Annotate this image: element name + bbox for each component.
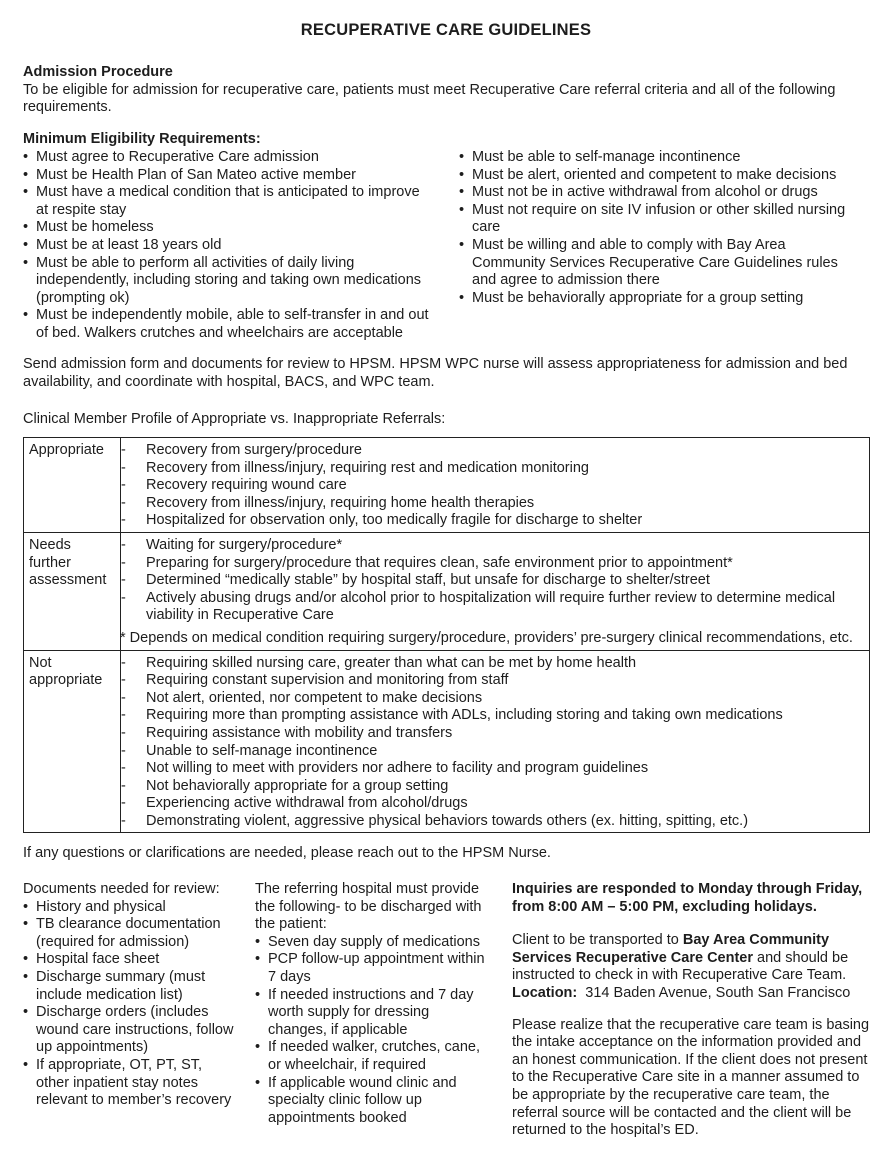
category-cell: Not appropriate — [24, 650, 121, 833]
location-value: 314 Baden Avenue, South San Francisco — [577, 984, 851, 1001]
criteria-list — [121, 655, 864, 831]
list-item: • If needed walker, crutches, cane, or wheelchair, if required — [255, 1039, 487, 1074]
table-row — [24, 650, 870, 833]
page-title: RECUPERATIVE CARE GUIDELINES — [300, 21, 592, 39]
list-item: - Requiring skilled nursing care, greater than what can be met by home health — [121, 655, 864, 673]
category-cell: Appropriate — [24, 438, 121, 533]
list-item: - Not alert, oriented, nor competent to make decisions — [121, 690, 864, 708]
list-item: • Discharge summary (must include medication list) — [23, 969, 235, 1004]
list-item: • If appropriate, OT, PT, ST, other inpatient stay notes relevant to member’s recovery — [23, 1057, 235, 1110]
list-item: • History and physical — [23, 899, 235, 917]
footnote: * Depends on medical condition requiring surgery/procedure, providers’ pre-surgery clinical recommendations, etc. — [120, 629, 853, 646]
eligibility-list-right — [459, 149, 859, 307]
list-item: - Recovery from illness/injury, requiring home health therapies — [121, 495, 864, 513]
list-item: • Must be homeless — [23, 219, 433, 237]
eligibility-list-left — [23, 149, 433, 343]
facility-name: Bay Area Community Services Recuperative Care Center — [512, 932, 830, 966]
inquiries-heading: Inquiries are responded to Monday through Friday, from 8:00 AM – 5:00 PM, excluding holidays. — [512, 881, 863, 915]
list-item: • If applicable wound clinic and specialty clinic follow up appointments booked — [255, 1075, 487, 1128]
list-item: • Discharge orders (includes wound care instructions, follow up appointments) — [23, 1004, 235, 1057]
eligibility-heading: Minimum Eligibility Requirements: — [23, 131, 261, 147]
list-item: - Hospitalized for observation only, too medically fragile for discharge to shelter — [121, 512, 864, 530]
list-item: • If needed instructions and 7 day worth supply for dressing changes, if applicable — [255, 987, 487, 1040]
list-item: - Recovery requiring wound care — [121, 477, 864, 495]
list-item: - Determined “medically stable” by hospital staff, but unsafe for discharge to shelter/street — [121, 572, 864, 590]
hospital-heading: The referring hospital must provide the following- to be discharged with the patient: — [255, 881, 482, 933]
list-item: • Must be willing and able to comply with Bay Area Community Services Recuperative Care Guidelines rules and agree to admission there — [459, 237, 859, 290]
list-item: - Recovery from illness/injury, requiring rest and medication monitoring — [121, 460, 864, 478]
admission-section — [23, 64, 863, 117]
list-item: • Must be able to self-manage incontinence — [459, 149, 859, 167]
list-item: • Must have a medical condition that is anticipated to improve at respite stay — [23, 184, 433, 219]
hospital-list — [255, 934, 487, 1128]
inquiries-section — [512, 881, 872, 1140]
transport-text: Client to be transported to — [512, 932, 683, 949]
transport-instructions — [512, 932, 872, 1002]
documents-section — [23, 881, 235, 1110]
table-row — [24, 532, 870, 650]
admission-intro: To be eligible for admission for recuperative care, patients must meet Recuperative Care referral criteria and all of the following requirements. — [23, 81, 836, 116]
notice-text: Please realize that the recuperative care team is basing the intake acceptance on the information provided and an honest communication. If the client does not present to the Recuperative Care site in a manner assumed to be appropriate by the recuperative care team, the referral source will be contacted and the client will be returned to the hospital’s ED. — [512, 1016, 870, 1139]
list-item: - Waiting for surgery/procedure* — [121, 537, 864, 555]
list-item: • Seven day supply of medications — [255, 934, 487, 952]
list-item: - Actively abusing drugs and/or alcohol prior to hospitalization will require further review to determine medical viability in Recuperative Care — [121, 590, 864, 625]
items-cell — [121, 532, 870, 650]
list-item: - Recovery from surgery/procedure — [121, 442, 864, 460]
admission-heading: Admission Procedure — [23, 64, 173, 80]
list-item: • Must be independently mobile, able to self-transfer in and out of bed. Walkers crutches and wheelchairs are acceptable — [23, 307, 433, 342]
list-item: - Unable to self-manage incontinence — [121, 743, 864, 761]
list-item: - Preparing for surgery/procedure that requires clean, safe environment prior to appointment* — [121, 555, 864, 573]
criteria-list — [121, 537, 864, 625]
category-cell: Needs further assessment — [24, 532, 121, 650]
list-item: • Must be at least 18 years old — [23, 237, 433, 255]
table-row — [24, 438, 870, 533]
list-item: • Must not require on site IV infusion or other skilled nursing care — [459, 202, 859, 237]
questions-note: If any questions or clarifications are needed, please reach out to the HPSM Nurse. — [23, 845, 551, 861]
list-item: - Requiring assistance with mobility and transfers — [121, 725, 864, 743]
list-item: - Requiring more than prompting assistance with ADLs, including storing and taking own medications — [121, 707, 864, 725]
list-item: • Must agree to Recuperative Care admission — [23, 149, 433, 167]
list-item: - Requiring constant supervision and monitoring from staff — [121, 672, 864, 690]
list-item: • Must be alert, oriented and competent to make decisions — [459, 167, 859, 185]
list-item: • Must be behaviorally appropriate for a group setting — [459, 290, 859, 308]
criteria-list — [121, 442, 864, 530]
referral-profile-table — [23, 437, 870, 833]
documents-heading: Documents needed for review: — [23, 881, 220, 897]
list-item: • PCP follow-up appointment within 7 days — [255, 951, 487, 986]
profile-caption: Clinical Member Profile of Appropriate vs. Inappropriate Referrals: — [23, 411, 446, 427]
items-cell — [121, 650, 870, 833]
list-item: • Must be able to perform all activities of daily living independently, including storing and taking own medications (prompting ok) — [23, 255, 433, 308]
list-item: - Demonstrating violent, aggressive physical behaviors towards others (ex. hitting, spitting, etc.) — [121, 813, 864, 831]
list-item: - Not behaviorally appropriate for a group setting — [121, 778, 864, 796]
transport-text: and should be instructed to check in with Recuperative Care Team. — [512, 949, 849, 984]
list-item: - Not willing to meet with providers nor adhere to facility and program guidelines — [121, 760, 864, 778]
list-item: • TB clearance documentation (required for admission) — [23, 916, 235, 951]
list-item: - Experiencing active withdrawal from alcohol/drugs — [121, 795, 864, 813]
location-label: Location: — [512, 984, 578, 1001]
list-item: • Must be Health Plan of San Mateo active member — [23, 167, 433, 185]
list-item: • Must not be in active withdrawal from alcohol or drugs — [459, 184, 859, 202]
hospital-section — [255, 881, 487, 1127]
list-item: • Hospital face sheet — [23, 951, 235, 969]
documents-list — [23, 899, 235, 1110]
send-instructions: Send admission form and documents for review to HPSM. HPSM WPC nurse will assess appropriateness for admission and bed availability, and coordinate with hospital, BACS, and WPC team. — [23, 356, 848, 390]
items-cell — [121, 438, 870, 533]
